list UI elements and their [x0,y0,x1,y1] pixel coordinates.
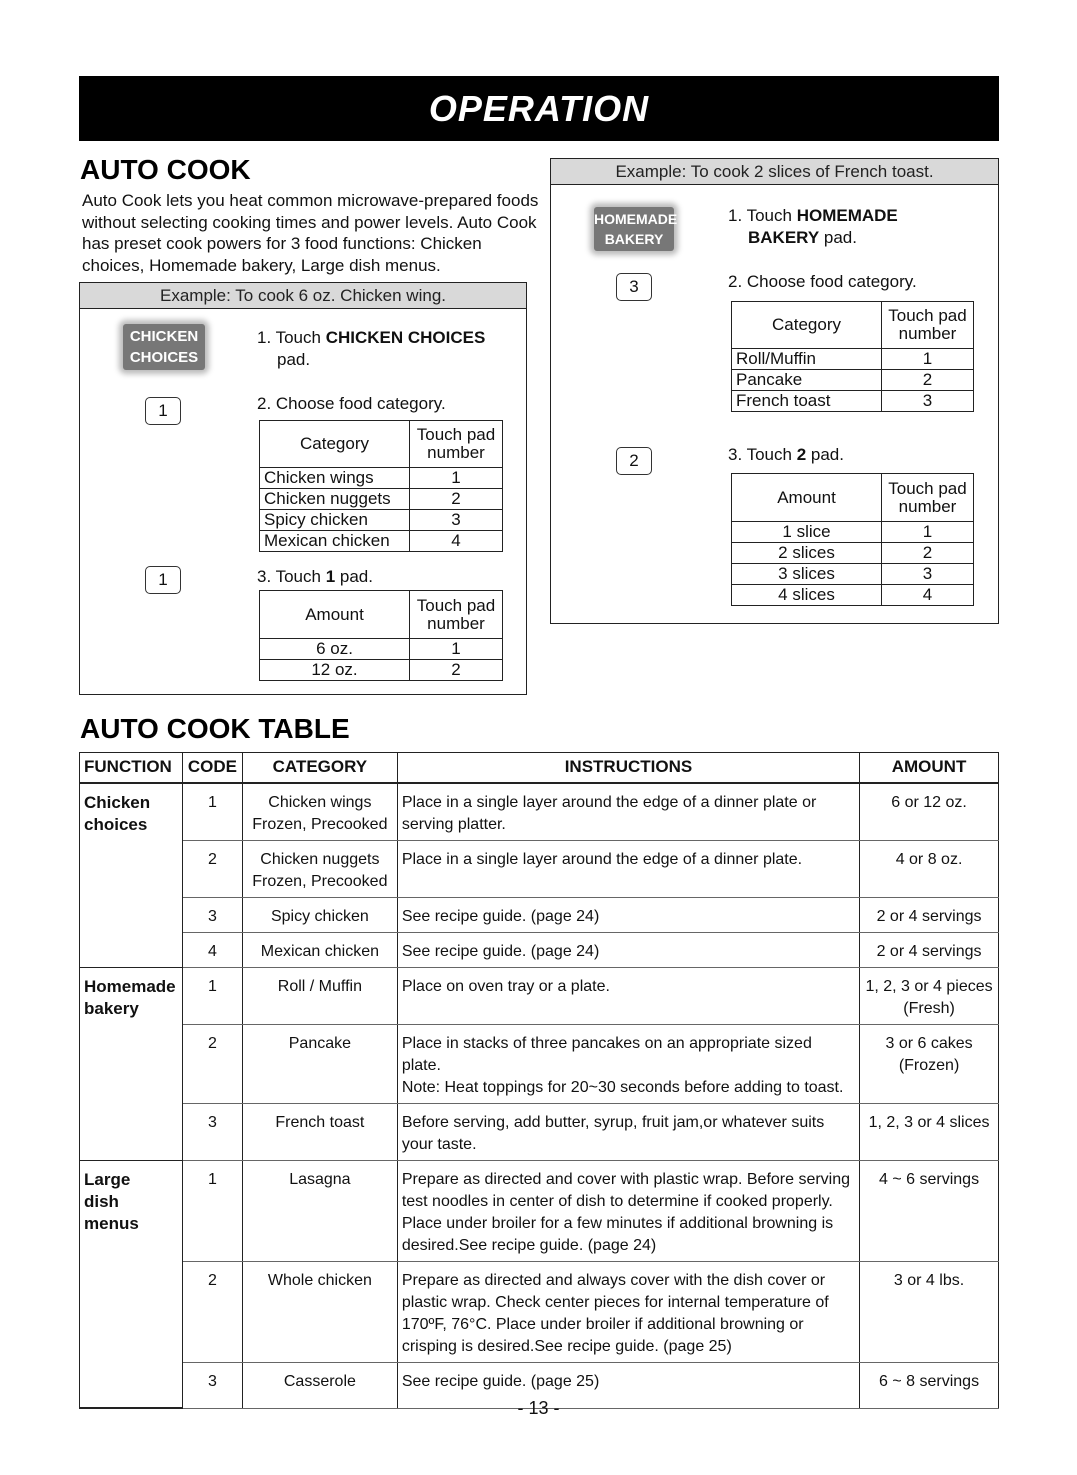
example1-step2: 2. Choose food category. [257,394,446,413]
operation-banner [79,76,999,141]
amount-cell: 4 ~ 6 servings [860,1160,999,1261]
page-number: - 13 - [517,1398,560,1418]
category-cell: French toast [242,1103,397,1160]
table-row [80,783,999,841]
bakery-category-table: Category Touch pad number Roll/Muffin 1 Pancake 2 French toast 3 [731,301,974,412]
amount-cell: 3 or 6 cakes (Frozen) [860,1024,999,1103]
amount-cell: 6 ~ 8 servings [860,1362,999,1408]
table-row [80,1261,999,1362]
header-amount: AMOUNT [860,753,999,783]
instructions-cell: Prepare as directed and cover with plastic wrap. Before serving test noodles in center of dish to determine if cooked properly. Place under broiler for a few minutes if additional browning is desired.See recipe guide. (page 24) [397,1160,859,1261]
amount-cell: 1, 2, 3 or 4 slices [860,1103,999,1160]
instructions-cell: Place in stacks of three pancakes on an appropriate sized plate. Note: Heat toppings for 20~30 seconds before adding to toast. [397,1024,859,1103]
category-cell: Spicy chicken [242,897,397,932]
category-cell: Mexican chicken [242,932,397,967]
header-function: FUNCTION [80,753,183,783]
auto-cook-intro: Auto Cook lets you heat common microwave-prepared foods without selecting cooking times and power levels. Auto Cook has preset cook powers for 3 food functions: Chicken choices, Homemade bakery, Large dish menus. [82,191,539,275]
example1-step1: 1. Touch CHICKEN CHOICES pad. [257,328,486,369]
homemade-bakery-pad[interactable] [594,207,678,251]
instructions-cell: Place in a single layer around the edge of a dinner plate. [397,840,859,897]
instructions-cell: See recipe guide. (page 25) [397,1362,859,1408]
chicken-amount-table: Amount Touch pad number 6 oz. 1 12 oz. 2 [259,590,503,681]
amount-cell: 6 or 12 oz. [860,783,999,841]
instructions-cell: Place in a single layer around the edge of a dinner plate or serving platter. [397,783,859,841]
function-cell: Large dish menus [80,1160,183,1261]
amount-cell: 3 or 4 lbs. [860,1261,999,1362]
instructions-cell: Prepare as directed and always cover with the dish cover or plastic wrap. Check center pieces for internal temperature of 170ºF, 76°C. Place under broiler if additional browning or crisping is desired.See recipe guide. (page 25) [397,1261,859,1362]
category-cell: Chicken wings Frozen, Precooked [242,783,397,841]
example2-step2: 2. Choose food category. [728,272,917,291]
pad-label-line1: CHICKEN [129,328,199,345]
header-instructions: INSTRUCTIONS [397,753,859,783]
number-pad-key[interactable]: 3 [616,273,652,301]
code-cell: 1 [182,1160,242,1261]
function-cell [80,897,183,932]
code-cell: 1 [182,967,242,1024]
banner-title: OPERATION [428,87,650,129]
instructions-cell: Place on oven tray or a plate. [397,967,859,1024]
pad-label-line2: CHOICES [129,349,199,366]
function-cell [80,840,183,897]
instructions-cell: Before serving, add butter, syrup, fruit jam,or whatever suits your taste. [397,1103,859,1160]
code-cell: 3 [182,897,242,932]
table-row [80,1024,999,1103]
function-cell: Chicken choices [80,783,183,841]
amount-cell: 2 or 4 servings [860,897,999,932]
example2-step1: 1. Touch HOMEMADE BAKERY pad. [728,206,898,247]
table-row [80,932,999,967]
function-cell [80,932,183,967]
auto-cook-table [79,752,999,1409]
code-cell: 4 [182,932,242,967]
header-category: CATEGORY [242,753,397,783]
function-cell: Homemade bakery [80,967,183,1024]
category-cell: Roll / Muffin [242,967,397,1024]
category-cell: Chicken nuggets Frozen, Precooked [242,840,397,897]
code-cell: 3 [182,1103,242,1160]
bakery-amount-table: Amount Touch pad number 1 slice 1 2 slices 2 3 slices 3 4 slices 4 [731,473,974,606]
number-pad-key[interactable]: 2 [616,447,652,475]
instructions-cell: See recipe guide. (page 24) [397,897,859,932]
table-row [80,967,999,1024]
amount-cell: 4 or 8 oz. [860,840,999,897]
category-cell: Casserole [242,1362,397,1408]
pad-label-line1: HOMEMADE [594,211,678,227]
example-french-toast-heading: Example: To cook 2 slices of French toast. [551,159,998,185]
code-cell: 2 [182,1261,242,1362]
function-cell [80,1024,183,1103]
auto-cook-title: AUTO COOK [80,154,251,185]
code-cell: 3 [182,1362,242,1408]
number-pad-key[interactable]: 1 [145,397,181,425]
chicken-category-table: Category Touch pad number Chicken wings 1 Chicken nuggets 2 Spicy chicken 3 Mexican chicken 4 [259,420,503,552]
code-cell: 1 [182,783,242,841]
table-row [80,897,999,932]
function-cell [80,1261,183,1362]
category-cell: Pancake [242,1024,397,1103]
table-row [80,1103,999,1160]
code-cell: 2 [182,1024,242,1103]
header-code: CODE [182,753,242,783]
chicken-choices-pad[interactable] [123,324,205,370]
auto-cook-table-title: AUTO COOK TABLE [80,713,350,744]
category-cell: Whole chicken [242,1261,397,1362]
table-row [80,1160,999,1261]
category-cell: Lasagna [242,1160,397,1261]
function-cell [80,1103,183,1160]
example1-step3: 3. Touch 1 pad. [257,567,373,586]
code-cell: 2 [182,840,242,897]
amount-cell: 1, 2, 3 or 4 pieces (Fresh) [860,967,999,1024]
amount-cell: 2 or 4 servings [860,932,999,967]
table-row [80,840,999,897]
example2-step3: 3. Touch 2 pad. [728,445,844,464]
instructions-cell: See recipe guide. (page 24) [397,932,859,967]
pad-label-line2: BAKERY [604,231,664,247]
example-chicken-heading: Example: To cook 6 oz. Chicken wing. [80,283,526,309]
number-pad-key[interactable]: 1 [145,566,181,594]
